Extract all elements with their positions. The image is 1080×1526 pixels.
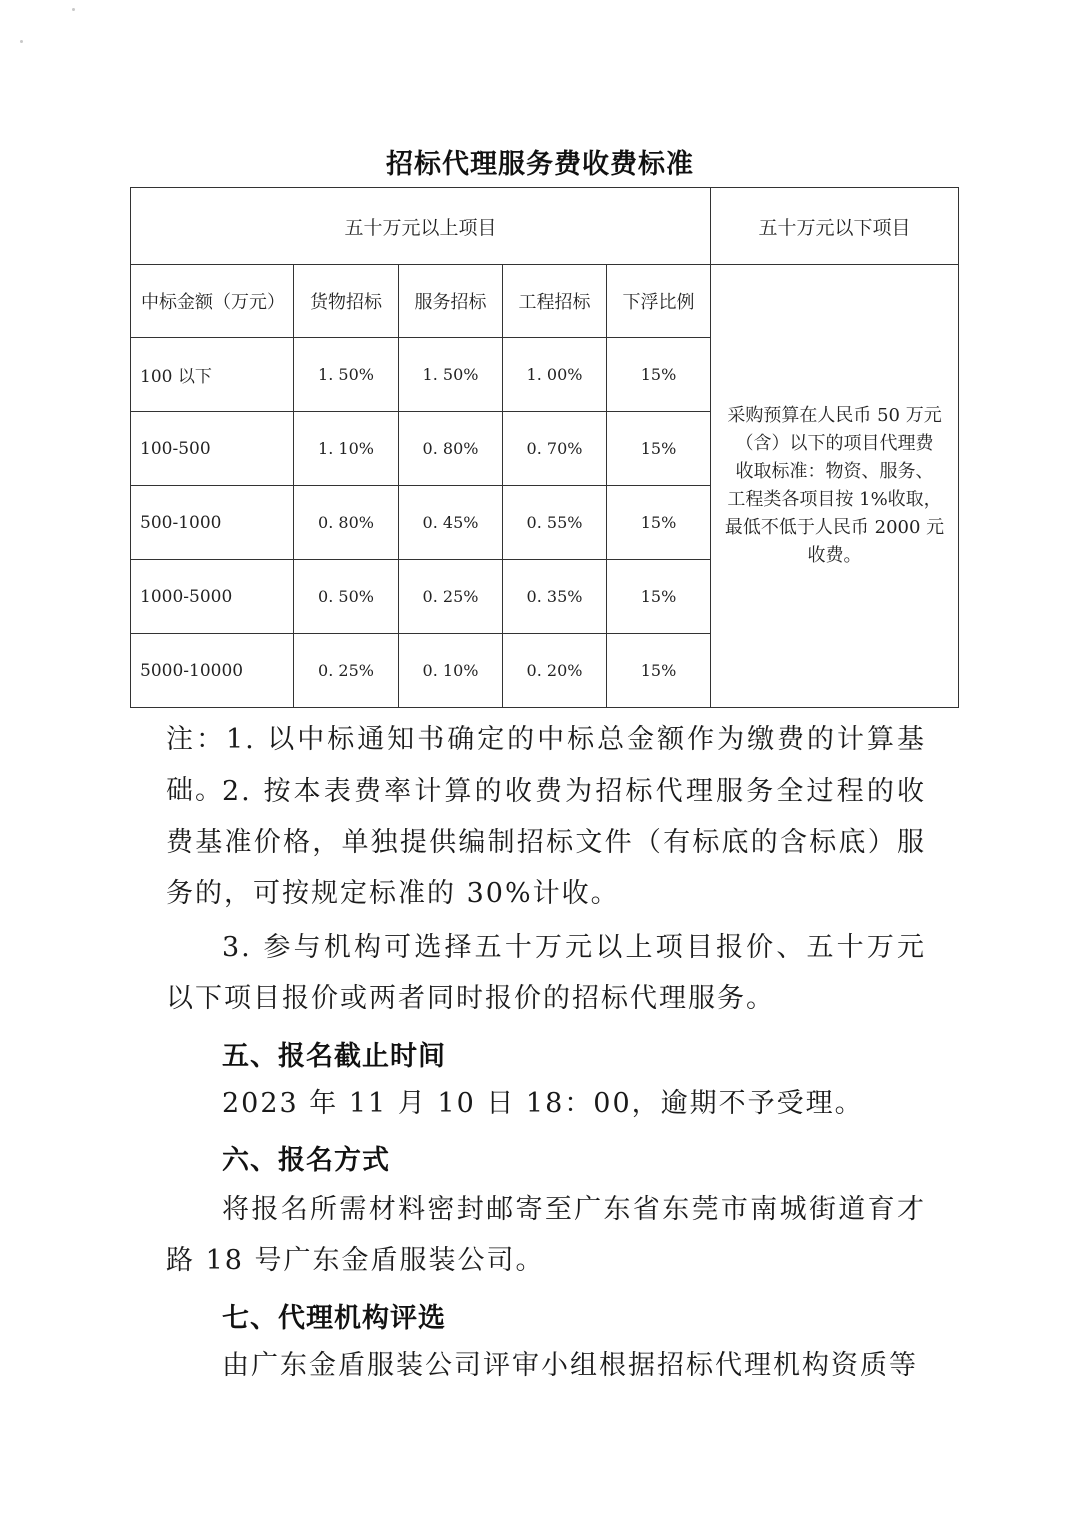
cell-engineering-rate: 0. 20%: [503, 634, 607, 708]
group-header-above-500k: 五十万元以上项目: [131, 188, 711, 265]
cell-services-rate: 0. 45%: [399, 486, 503, 560]
cell-amount: 100 以下: [131, 338, 294, 412]
cell-goods-rate: 1. 50%: [294, 338, 399, 412]
note-line: （含）以下的项目代理费: [735, 433, 934, 454]
column-header-engineering: 工程招标: [503, 265, 607, 338]
cell-services-rate: 0. 25%: [399, 560, 503, 634]
document-title: 招标代理服务费收费标准: [386, 149, 694, 180]
cell-engineering-rate: 0. 70%: [503, 412, 607, 486]
fee-standard-table: [130, 187, 959, 708]
below-500k-fee-note: [711, 265, 959, 708]
cell-goods-rate: 0. 50%: [294, 560, 399, 634]
section-6-heading: 六、报名方式: [222, 1145, 390, 1176]
cell-discount: 15%: [607, 338, 711, 412]
column-header-goods: 货物招标: [294, 265, 399, 338]
cell-engineering-rate: 1. 00%: [503, 338, 607, 412]
cell-services-rate: 1. 50%: [399, 338, 503, 412]
scan-speck: [72, 8, 75, 11]
scan-speck: [20, 40, 23, 43]
section-6-text: 将报名所需材料密封邮寄至广东省东莞市南城街道育才路 18 号广东金盾服装公司。: [166, 1194, 926, 1276]
section-5-text: 2023 年 11 月 10 日 18：00，逾期不予受理。: [222, 1088, 864, 1119]
cell-services-rate: 0. 80%: [399, 412, 503, 486]
cell-engineering-rate: 0. 55%: [503, 486, 607, 560]
cell-discount: 15%: [607, 412, 711, 486]
note-line: 采购预算在人民币 50 万元: [727, 405, 942, 426]
note-1: 注：1. 以中标通知书确定的中标总金额作为缴费的计算基础。: [166, 724, 926, 806]
note-3: 3. 参与机构可选择五十万元以上项目报价、五十万元以下项目报价或两者同时报价的招标代理服务。: [166, 932, 926, 1014]
cell-amount: 100-500: [131, 412, 294, 486]
note-2: 2. 按本表费率计算的收费为招标代理服务全过程的收费基准价格，单独提供编制招标文件（有标底的含标底）服务的，可按规定标准的 30%计收。: [166, 776, 926, 909]
column-header-amount: 中标金额（万元）: [131, 265, 294, 338]
cell-goods-rate: 1. 10%: [294, 412, 399, 486]
cell-goods-rate: 0. 25%: [294, 634, 399, 708]
cell-services-rate: 0. 10%: [399, 634, 503, 708]
cell-discount: 15%: [607, 560, 711, 634]
section-7-text: 由广东金盾服装公司评审小组根据招标代理机构资质等: [222, 1350, 918, 1381]
note-line: 收取标准：物资、服务、: [735, 461, 934, 482]
note-line: 收费。: [807, 545, 862, 566]
section-5-heading: 五、报名截止时间: [222, 1041, 446, 1072]
cell-engineering-rate: 0. 35%: [503, 560, 607, 634]
cell-discount: 15%: [607, 486, 711, 560]
cell-goods-rate: 0. 80%: [294, 486, 399, 560]
note-line: 最低不低于人民币 2000 元: [724, 517, 945, 538]
column-header-services: 服务招标: [399, 265, 503, 338]
group-header-below-500k: 五十万元以下项目: [711, 188, 959, 265]
note-line: 工程类各项目按 1%收取，: [727, 489, 942, 510]
section-7-heading: 七、代理机构评选: [222, 1303, 446, 1334]
cell-amount: 1000-5000: [131, 560, 294, 634]
column-header-discount: 下浮比例: [607, 265, 711, 338]
cell-amount: 500-1000: [131, 486, 294, 560]
cell-discount: 15%: [607, 634, 711, 708]
cell-amount: 5000-10000: [131, 634, 294, 708]
